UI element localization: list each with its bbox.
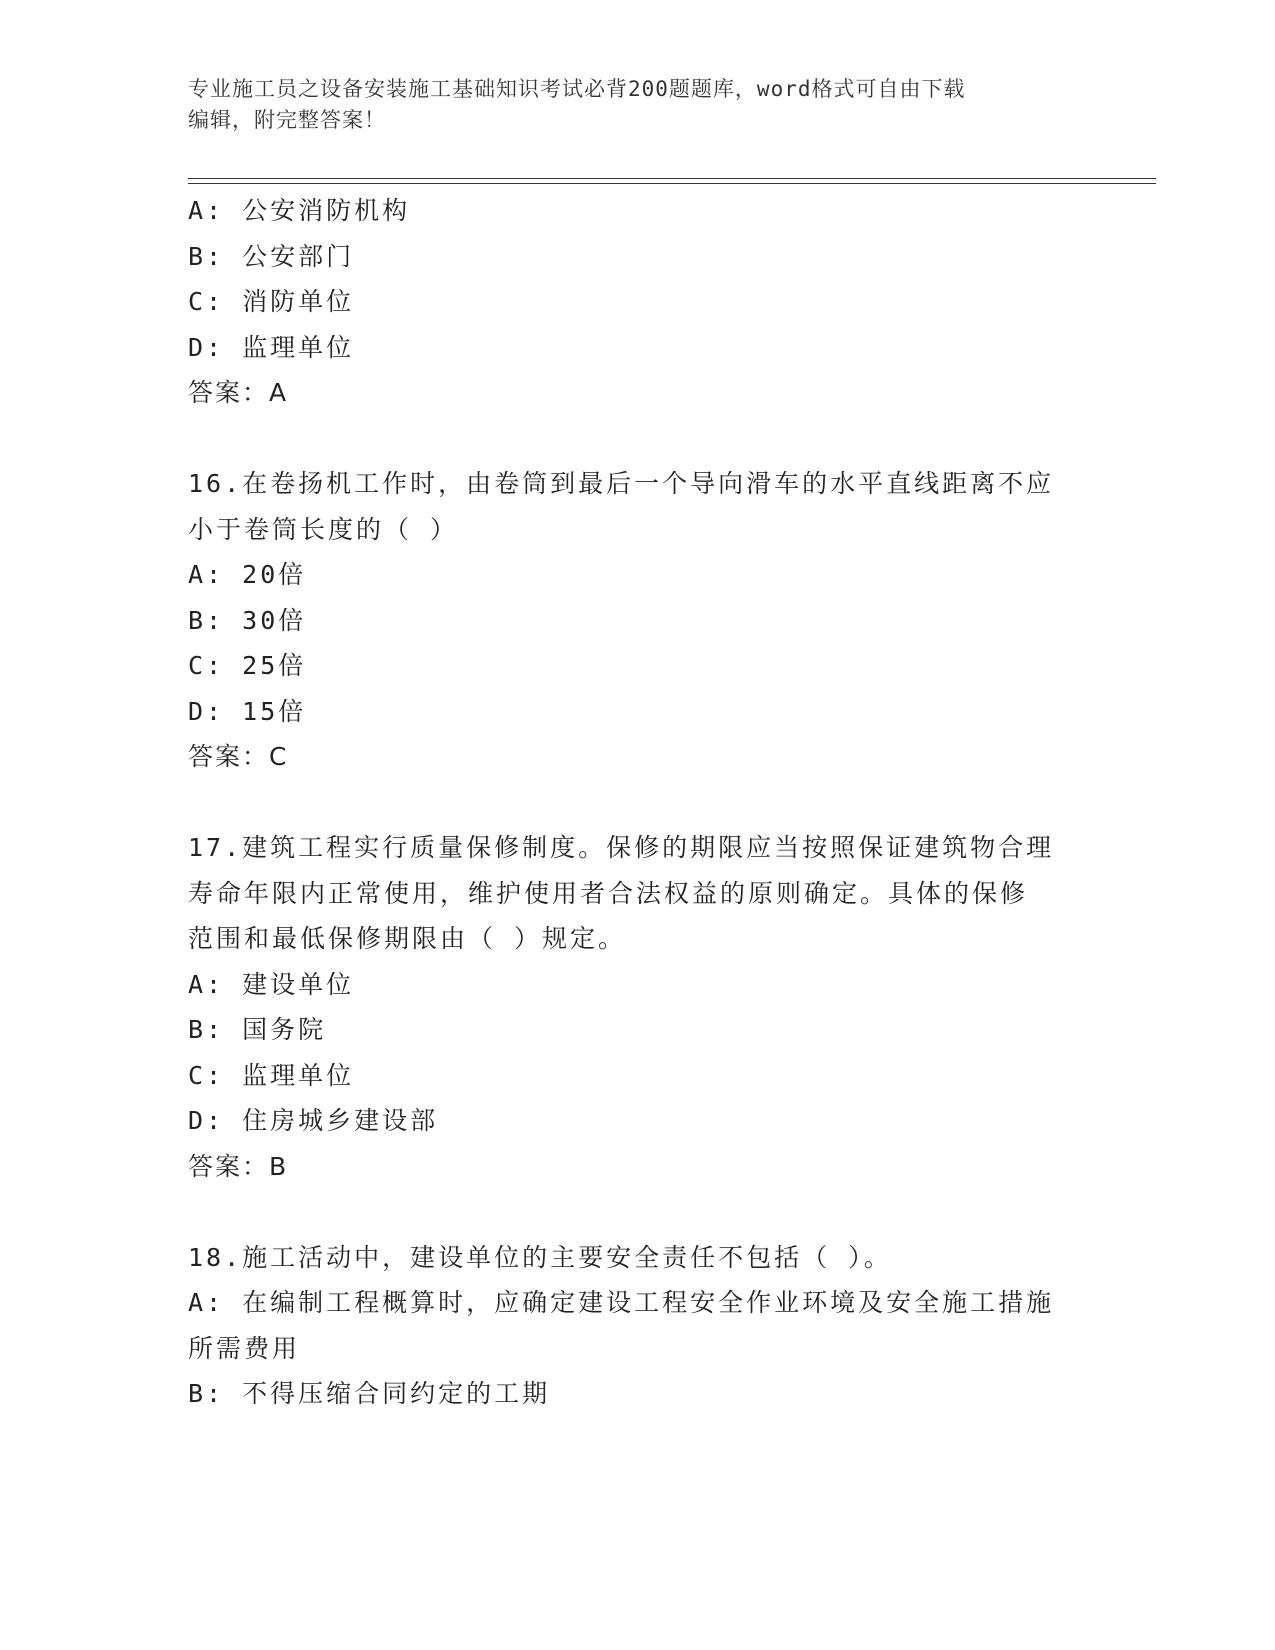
spacer (188, 416, 1088, 462)
question-stem-line: 16.在卷扬机工作时，由卷筒到最后一个导向滑车的水平直线距离不应 (188, 469, 1055, 498)
option-b: B: 国务院 (188, 1015, 327, 1044)
option-a: A: 建设单位 (188, 969, 355, 999)
header-line-1: 专业施工员之设备安装施工基础知识考试必背200题题库，word格式可自由下载 (188, 77, 966, 101)
option-c: C: 25倍 (188, 651, 307, 680)
question-stem-line: 18.施工活动中，建设单位的主要安全责任不包括（ ）。 (188, 1242, 892, 1272)
question-16 (188, 461, 1088, 780)
header-divider-bottom (188, 183, 1156, 184)
question-stem-line: 寿命年限内正常使用，维护使用者合法权益的原则确定。具体的保修 (188, 878, 1029, 908)
option-c: C: 消防单位 (188, 287, 355, 316)
answer: 答案：C (188, 742, 289, 771)
option-a: A: 公安消防机构 (188, 196, 411, 225)
option-d: D: 住房城乡建设部 (188, 1106, 439, 1135)
question-stem-line: 范围和最低保修期限由（ ）规定。 (188, 924, 627, 953)
answer: 答案：B (188, 1151, 289, 1181)
answer: 答案：A (188, 378, 289, 407)
option-b: B: 30倍 (188, 605, 307, 635)
question-list (188, 188, 1088, 1417)
option-a: A: 在编制工程概算时，应确定建设工程安全作业环境及安全施工措施 (188, 1288, 1055, 1317)
option-d: D: 15倍 (188, 696, 307, 726)
question-17 (188, 825, 1088, 1189)
option-b: B: 公安部门 (188, 241, 355, 271)
spacer (188, 780, 1088, 826)
option-c: C: 监理单位 (188, 1060, 355, 1090)
header-line-2: 编辑，附完整答案！ (188, 108, 386, 132)
option-b: B: 不得压缩合同约定的工期 (188, 1379, 551, 1408)
spacer (188, 1189, 1088, 1235)
question-stem-line: 小于卷筒长度的（ ） (188, 514, 459, 544)
document-header (188, 74, 1068, 136)
option-d: D: 监理单位 (188, 332, 355, 362)
question-18 (188, 1235, 1088, 1417)
option-a-continued: 所需费用 (188, 1333, 301, 1363)
question-15 (188, 188, 1088, 416)
header-divider-top (188, 178, 1156, 179)
option-a: A: 20倍 (188, 560, 307, 589)
question-stem-line: 17.建筑工程实行质量保修制度。保修的期限应当按照保证建筑物合理 (188, 833, 1055, 862)
